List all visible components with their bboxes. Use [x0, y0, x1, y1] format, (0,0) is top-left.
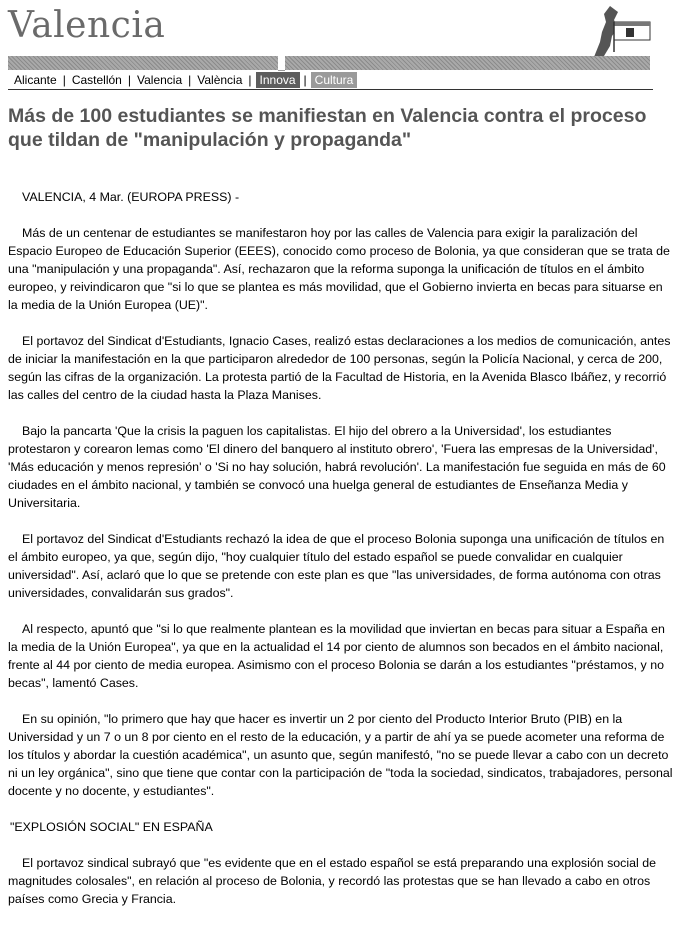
article-paragraph: El portavoz del Sindicat d'Estudiants rechazó la idea de que el proceso Bolonia suponga una unificación de títulos en el ámbito europeo, ya que, según dijo, "hoy cualquier título del estado español se puede convalidar en cualquier universidad". Así, aclaró que lo que se pretende con este plan es que "las universidades, de forma autónoma con otras universidades, convalidarán sus grados". — [8, 532, 665, 600]
nav-link-alicante[interactable]: Alicante — [14, 73, 57, 87]
article-paragraph: Más de un centenar de estudiantes se manifestaron hoy por las calles de Valencia para exigir la paralización del Espacio Europeo de Educación Superior (EEES), conocido como proceso de Bolonia, ya que consideran que se trata de una "manipulación y una propaganda". Así, rechazaron que la reforma suponga la unificación de títulos en el ámbito europeo, y reivindicaron que "si lo que se plantea es más movilidad, que el Gobierno invierta en becas para situarse en la media de la Unión Europea (UE)". — [8, 226, 670, 312]
article-dateline: VALENCIA, 4 Mar. (EUROPA PRESS) - — [22, 190, 240, 204]
nav-link-castellon[interactable]: Castellón — [71, 73, 122, 87]
nav-link-valencia[interactable]: Valencia — [136, 73, 183, 87]
header-bar-left — [8, 56, 278, 70]
header-bar-notch — [278, 62, 285, 71]
section-nav: Alicante | Castellón | Valencia | València | Innova | Cultura — [8, 72, 653, 88]
article-paragraph: En su opinión, "lo primero que hay que hacer es invertir un 2 por ciento del Producto Interior Bruto (PIB) en la Universidad y un 7 o un 8 por ciento en el resto de la educación, y a partir de ahí ya se puede acometer una reforma de los títulos y abordar la cuestión académica", un asunto que, según manifestó, "no se puede llevar a cabo con un decreto ni un ley orgánica", sino que tiene que contar con la participación de "toda la sociedad, sindicatos, trabajadores, personal docente y no docente, y estudiantes". — [8, 712, 673, 798]
article-subhead: "EXPLOSIÓN SOCIAL" EN ESPAÑA — [10, 820, 213, 834]
header-bar-right — [285, 56, 650, 70]
nav-divider — [8, 89, 653, 90]
article-paragraph: Bajo la pancarta 'Que la crisis la paguen los capitalistas. El hijo del obrero a la Universidad', los estudiantes protestaron y corearon lemas como 'El dinero del banquero al instituto obrero', 'Fuera las empresas de la Universidad', 'Más educación y menos represión' o 'Si no hay solución, habrá revolución'. La manifestación fue seguida en más de 60 ciudades en el ámbito nacional, y también se convocó una huelga general de estudiantes de Enseñanza Media y Universitaria. — [8, 424, 666, 510]
nav-link-cultura[interactable]: Cultura — [311, 72, 358, 88]
article-paragraph: El portavoz del Sindicat d'Estudiants, Ignacio Cases, realizó estas declaraciones a los medios de comunicación, antes de iniciar la manifestación en la que participaron alrededor de 100 personas, según la Policía Nacional, y cerca de 200, según las cifras de la organización. La protesta partió de la Facultad de Historia, en la Avenida Blasco Ibáñez, y recorrió las calles del centro de la ciudad hasta la Plaza Manises. — [8, 334, 671, 402]
nav-link-valencia-va[interactable]: València — [197, 73, 243, 87]
article-paragraph: El portavoz sindical subrayó que "es evidente que en el estado español se está preparando una explosión social de magnitudes colosales", en relación al proceso de Bolonia, y recordó las protestas que se han llevado a cabo en otros países como Grecia y Francia. — [8, 856, 656, 906]
article-body — [8, 188, 673, 926]
article-headline: Más de 100 estudiantes se manifiestan en Valencia contra el proceso que tildan de "manipulación y propaganda" — [8, 105, 647, 151]
article-paragraph: Al respecto, apuntó que "si lo que realmente plantean es la movilidad que inviertan en becas para situar a España en la media de la Unión Europea", ya que en la actualidad el 14 por ciento de alumnos son becados en el ámbito nacional, frente al 44 por ciento de media europea. Asimismo con el proceso Bolonia se darán a los estudiantes "préstamos, y no becas", lamentó Cases. — [8, 622, 665, 690]
site-title[interactable]: Valencia — [8, 5, 166, 46]
nav-link-innova[interactable]: Innova — [256, 72, 300, 88]
site-header — [0, 0, 680, 58]
